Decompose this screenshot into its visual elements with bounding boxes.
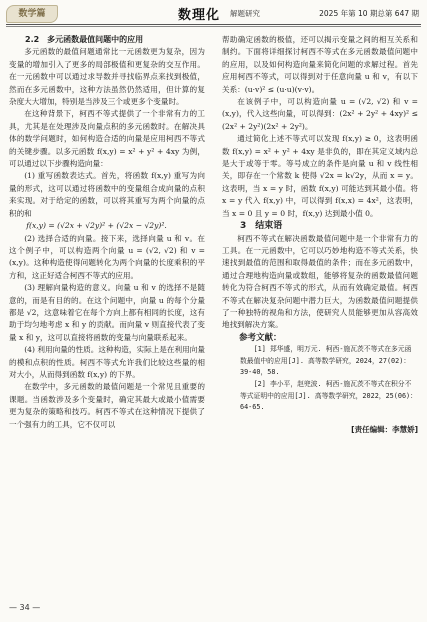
paragraph: 多元函数的最值问题通常比一元函数更为复杂，因为变量的增加引入了更多的局部极值和更复杂的交互作用。在一元函数中可以通过求导数并寻找临界点来找到极值，然而在多元函数中，这种方法虽然仍然适用，但计算的复杂度大大增加，特别是当涉及三个或更多个变量时。 (9, 47, 205, 107)
reference-item: [2] 李小平，赵兜波. 柯西-施瓦茨不等式在积分不等式证明中的应用[J]. 高等数学研究，2022，25(06)：64-65. (240, 379, 417, 412)
references-title: 参考文献： (239, 332, 282, 343)
page-number: — 34 — (9, 603, 41, 612)
journal-subtitle: 解题研究 (230, 9, 260, 18)
paragraph: 在这种背景下，柯西不等式提供了一个非常有力的工具，尤其是在处理涉及向量点积的多元函数时。在解决具体的数学问题时，如何构造合适的向量是应用柯西不等式的关键步骤。以多元函数 f(x,y) = x² + y² + 4xy 为例，可以通过以下步骤构造向量： (9, 109, 205, 169)
paragraph: (3) 理解向量构造的意义。向量 u 和 v 的选择不是随意的，而是有目的的。在这个问题中，向量 u 的每个分量都是 √2，这意味着它在每个方向上都有相同的长度，这有助于均匀地考虑 x 和 y 的贡献。而向量 v 则直接代表了变量 x 和 y，这可以直接将函数的变量与向量联系起来。 (9, 283, 205, 342)
right-column (222, 34, 418, 436)
paragraph: 在该例子中，可以构造向量 u = (√2, √2) 和 v = (x,y)，代入这些向量，可以得到：(2x² + 2y² + 4xy)² ≤ (2x² + 2y²)(2x² + 2y²)。 (222, 97, 418, 131)
section-heading-3: 3 结束语 (240, 221, 283, 232)
page-header (0, 0, 427, 28)
paragraph: (4) 利用向量的性质。这种构造，实际上是在利用向量的模和点积的性质。柯西不等式允许我们比较这些量的相对大小，从而得到函数 f(x,y) 的下界。 (9, 345, 205, 379)
paragraph: (1) 重写函数表达式。首先，将函数 f(x,y) 重写为向量的形式，这可以通过将函数中的变量组合成向量的点积来实现。对于给定的函数，可以将其重写为两个向量的点积的和 (9, 171, 205, 218)
paragraph: 通过简化上述不等式可以发现 f(x,y) ≥ 0，这表明函数 f(x,y) = x² + y² + 4xy 是非负的，即在其定义域内总是大于或等于零。等号成立的条件是向量 u 和 v 线性相关，即存在一个常数 k 使得 √2x = k√2y，从而 x = y。这表明，当 x = y 时，函数 f(x,y) 可能达到其最小值。将 x = y 代入 f(x,y) 中，可以得到 f(x,x) = 4x²，这表明，当 x = 0 且 y = 0 时，f(x,y) 达到最小值 0。 (222, 134, 418, 218)
header-rule-thin (6, 26, 421, 27)
paragraph: (2) 选择合适的向量。接下来，选择向量 u 和 v。在这个例子中，可以构造两个向量 u = (√2, √2) 和 v = (x,y)。这种构造使得问题转化为两个向量的长度乘积的平方和，这正好适合柯西不等式的应用。 (9, 233, 205, 280)
reference-item: [1] 郑华盛，明万元. 柯西-施瓦茨不等式在多元函数最值中的应用[J]. 高等数学研究，2024，27(02)：39-40，58. (240, 345, 412, 377)
paragraph: 柯西不等式在解决函数最值问题中是一个非常有力的工具。在一元函数中，它可以巧妙地构造不等式关系，快速找到最值的范围和取得最值的条件；而在多元函数中，通过合理地构造向量或数组，能够将复杂的函数最值问题转化为符合柯西不等式的形式，从而有效确定最值。柯西不等式在解决复杂问题中潜力巨大，为函数最值问题提供了一种独特的视角和方法，使研究人员能够更加从容高效地找到解决方案。 (222, 233, 418, 330)
issue-info: 2025 年第 10 期总第 647 期 (319, 9, 419, 18)
section-badge: 数学篇 (6, 5, 58, 23)
left-column (9, 34, 205, 431)
paragraph: 在数学中，多元函数的最值问题是一个常见且重要的课题。当函数涉及多个变量时，确定其最大或最小值需要更为复杂的策略和技巧。柯西不等式在这种情况下提供了一个强有力的工具，它不仅可以 (9, 382, 205, 429)
section-heading-2-2: 2.2 多元函数最值问题中的应用 (25, 35, 144, 44)
header-rule (6, 24, 421, 25)
journal-title: 数理化 (178, 8, 221, 23)
editor-credit: [责任编辑：李慧娇] (351, 424, 418, 434)
formula: f(x,y) = (√2x + √2y)² + (√2x − √2y)². (26, 221, 167, 231)
paragraph: 帮助确定函数的极值，还可以揭示变量之间的相互关系和制约。下面将详细探讨柯西不等式在多元函数最值问题中的应用，以及如何构造向量来简化问题的求解过程。首先应用柯西不等式，可以得到对于任意向量 u 和 v，有以下关系：(u·v)² ≤ (u·u)(v·v)。 (222, 35, 418, 94)
